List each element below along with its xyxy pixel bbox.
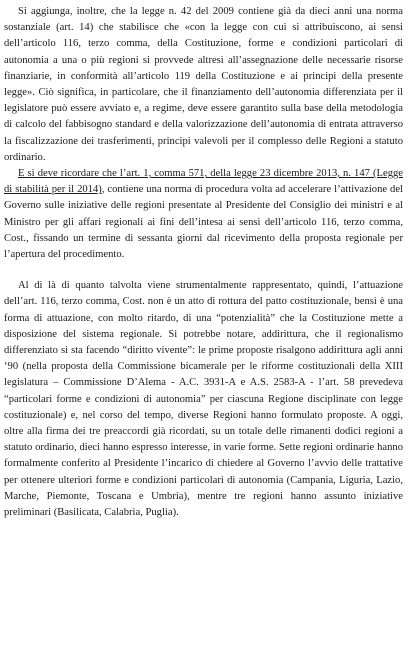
paragraph-3 <box>4 278 403 521</box>
document-page <box>4 4 403 650</box>
paragraph-1 <box>4 4 403 166</box>
paragraph-3-text: Al di là di quanto talvolta viene strumentalmente rappresentato, quindi, l’attuazione dell’art. 116, terzo comma, Cost. non è un atto di rottura del patto costituzionale, bensì è una forma di attuazione, con molto ritardo, di una “potenzialità” che la Costituzione mette a disposizione del sistema regionale. Si potrebbe notare, addirittura, che il regionalismo differenziato si sta facendo “diritto vivente”: le prime proposte risalgono addirittura agli anni ‘90 (nella proposta della Commissione bicamerale per le riforme costituzionali della XIII legislatura – Commissione D’Alema - A.C. 3931-A e A.S. 2583-A - l’art. 58 prevedeva “particolari forme e condizioni di autonomia” per ciascuna Regione disciplinate con legge costituzionale) e, nel corso del tempo, diverse Regioni hanno formulato proposte. A oggi, oltre alla firma dei tre preaccordi già ricordati, su un totale delle rimanenti dodici regioni a statuto ordinario, dieci hanno espresso interesse, in varie forme. Sette regioni ordinarie hanno formalmente conferito al Presidente l’incarico di chiedere al Governo l’avvio delle trattative per ottenere ulteriori forme e condizioni particolari di autonomia (Campania, Liguria, Lazio, Marche, Piemonte, Toscana e Umbria), mentre tre regioni hanno assunto iniziative preliminari (Basilicata, Calabria, Puglia). <box>4 280 403 519</box>
paragraph-2-text: , contiene una norma di procedura volta ad accelerare l’attivazione del Governo sulle iniziative delle regioni presentate al Presidente del Consiglio dei ministri e al Ministro per gli affari regionali ai fini dell’intesa ai sensi dell’articolo 116, terzo comma, Cost., fissando un termine di sessanta giorni dal ricevimento della proposta regionale per l’apertura del procedimento. <box>4 184 403 261</box>
paragraph-1-text: Si aggiunga, inoltre, che la legge n. 42 del 2009 contiene già da dieci anni una norma sostanziale (art. 14) che stabilisce che «con la legge con cui si attribuiscono, ai sensi dell’articolo 116, terzo comma, della Costituzione, forme e condizioni particolari di autonomia a una o più regioni si provvede altresì all’assegnazione delle necessarie risorse finanziarie, in conformità all’articolo 119 della Costituzione e ai principi della presente legge». Ciò significa, in particolare, che il finanziamento dell’autonomia differenziata per il legislatore può essere avviato e, a regime, deve essere garantito sulla base della metodologia di calcolo del fabbisogno standard e della valorizzazione dell’autonomia di entrata attraverso la fiscalizzazione dei trasferimenti, principi valevoli per il complesso delle Regioni a statuto ordinario. <box>4 6 403 163</box>
paragraph-2-underlined-citation: E si deve ricordare che l’art. 1, comma 571, della legge 23 dicembre 2013, n. 147 (Legge di stabilità per il 2014) <box>4 168 403 196</box>
paragraph-2 <box>4 166 403 263</box>
